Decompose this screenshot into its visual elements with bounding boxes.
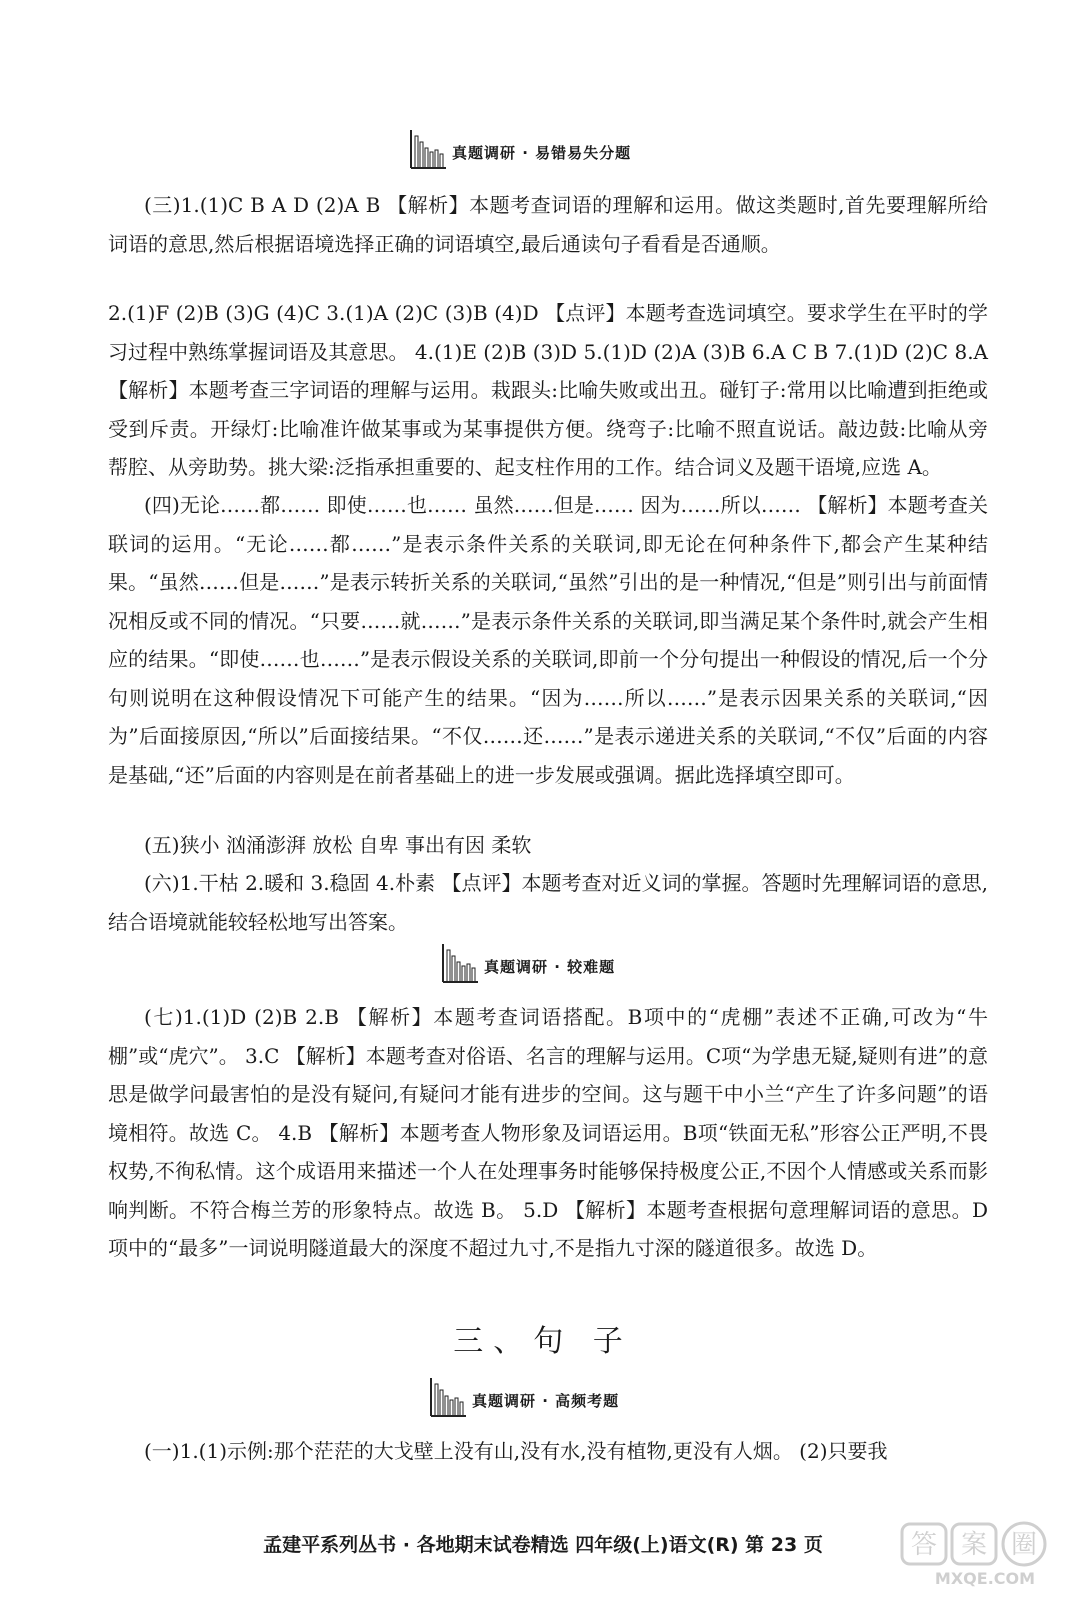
answer-paragraph-3: (三)1.(1)C B A D (2)A B 【解析】本题考查词语的理解和运用。做这类题时,首先要理解所给词语的意思,然后根据语境选择正确的词语填空,最后通读句子看看是否通顺。 [108,193,988,256]
answer-paragraph-5: (五)狭小 汹涌澎湃 放松 自卑 事出有因 柔软 [144,833,532,857]
header-text: 真题调研 · 较难题 [484,958,616,976]
svg-text:MXQE.COM: MXQE.COM [934,1569,1036,1588]
answer-paragraph-6: (六)1.干枯 2.暖和 3.稳固 4.朴素 【点评】本题考查对近义词的掌握。答题时先理解词语的意思,结合语境就能较轻松地写出答案。 [108,871,988,934]
watermark-logo [900,1520,1070,1590]
answer-paragraph-3-continued: 2.(1)F (2)B (3)G (4)C 3.(1)A (2)C (3)B (4)D 【点评】本题考查选词填空。要求学生在平时的学习过程中熟练掌握词语及其意思。 4.(1)E (2)B (3)D 5.(1)D (2)A (3)B 6.A C B 7.(1)D (2)C 8.A 【解析】本题考查三字词语的理解与运用。栽跟头:比喻失败或出丑。碰钉子:常用以比喻遭到拒绝或受到斥责。开绿灯:比喻准许做某事或为某事提供方便。绕弯子:比喻不照直说话。敲边鼓:比喻从旁帮腔、从旁助势。挑大梁:泛指承担重要的、起支柱作用的工作。结合词义及题干语境,应选 A。 [108,301,988,479]
answer-paragraph-sentences-1: (一)1.(1)示例:那个茫茫的大戈壁上没有山,没有水,没有植物,更没有人烟。 (2)只要我 [144,1439,888,1463]
header-text: 真题调研 · 易错易失分题 [452,144,632,162]
section-header-frequent [0,1376,1086,1420]
page-footer: 孟建平系列丛书 · 各地期末试卷精选 四年级(上)语文(R) 第 23 页 [263,1534,823,1556]
answer-paragraph-4: (四)无论……都…… 即使……也…… 虽然……但是…… 因为……所以…… 【解析】本题考查关联词的运用。“无论……都……”是表示条件关系的关联词,即无论在何种条件下,都会产生某种结果。“虽然……但是……”是表示转折关系的关联词,“虽然”引出的是一种情况,“但是”则引出与前面情况相反或不同的情况。“只要……就……”是表示条件关系的关联词,即当满足某个条件时,就会产生相应的结果。“即使……也……”是表示假设关系的关联词,即前一个分句提出一种假设的情况,后一个分句则说明在这种假设情况下可能产生的结果。“因为……所以……”是表示因果关系的关联词,“因为”后面接原因,“所以”后面接结果。“不仅……还……”是表示递进关系的关联词,“不仅”后面的内容是基础,“还”后面的内容则是在前者基础上的进一步发展或强调。据此选择填空即可。 [108,493,988,787]
svg-text:案: 案 [960,1530,988,1560]
section-header-difficult [0,942,1086,986]
svg-text:圈: 圈 [1010,1530,1038,1560]
header-text: 真题调研 · 高频考题 [472,1392,620,1410]
section-header-error-prone [0,128,1086,172]
section-title: 三、句 子 [453,1324,633,1359]
bar-chart-icon [428,1376,468,1420]
svg-text:答: 答 [910,1530,938,1560]
bar-chart-icon [440,942,480,986]
bar-chart-icon [408,128,448,172]
answer-paragraph-7: (七)1.(1)D (2)B 2.B 【解析】本题考查词语搭配。B项中的“虎棚”表述不正确,可改为“牛棚”或“虎穴”。 3.C 【解析】本题考查对俗语、名言的理解与运用。C项“为学患无疑,疑则有进”的意思是做学问最害怕的是没有疑问,有疑问才能有进步的空间。这与题干中小兰“产生了许多问题”的语境相符。故选 C。 4.B 【解析】本题考查人物形象及词语运用。B项“铁面无私”形容公正严明,不畏权势,不徇私情。这个成语用来描述一个人在处理事务时能够保持极度公正,不因个人情感或关系而影响判断。不符合梅兰芳的形象特点。故选 B。 5.D 【解析】本题考查根据句意理解词语的意思。D项中的“最多”一词说明隧道最大的深度不超过九寸,不是指九寸深的隧道很多。故选 D。 [108,1005,988,1260]
